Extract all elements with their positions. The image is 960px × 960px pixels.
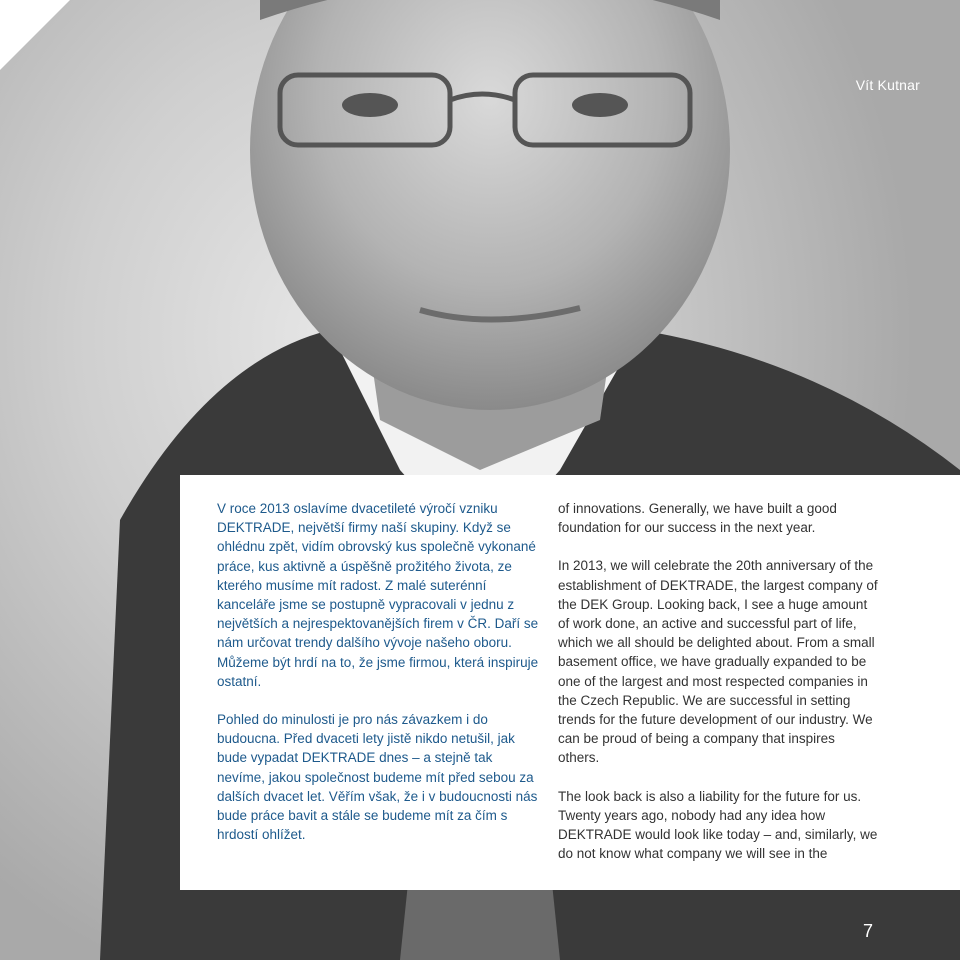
- corner-wedge: [0, 0, 70, 70]
- czech-paragraph: Pohled do minulosti je pro nás závazkem i do budoucna. Před dvaceti lety jistě nikdo netušil, jak bude vypadat DEKTRADE dnes – a stejně tak nevíme, jakou společnost budeme mít před sebou za dalších dvacet let. Věřím však, že i v budoucnosti nás bude práce bavit a stále se budeme mít za čím s hrdostí ohlížet.: [217, 712, 538, 843]
- czech-text-column: [217, 499, 542, 863]
- english-paragraph: In 2013, we will celebrate the 20th anniversary of the establishment of DEKTRADE, the largest company of the DEK Group. Looking back, I see a huge amount of work done, an active and successful part of life, which we all should be delighted about. From a small basement office, we have gradually expanded to be one of the largest and most respected companies in the Czech Republic. We are successful in setting trends for the future development of our industry. We can be proud of being a company that inspires others.: [558, 558, 878, 766]
- czech-paragraph: V roce 2013 oslavíme dvacetileté výročí vzniku DEKTRADE, největší firmy naší skupiny. Když se ohlédnu zpět, vidím obrovský kus společně vykonané práce, kus aktivně a úspěšně prožitého života, ze kterého musíme mít radost. Z malé suterénní kanceláře jsme se postupně vypracovali v jednu z největších a nejrespektovanějších firem v ČR. Daří se nám určovat trendy dalšího vývoje našeho oboru. Můžeme být hrdí na to, že jsme firmou, která inspiruje ostatní.: [217, 501, 539, 689]
- photo-caption: Vít Kutnar: [855, 77, 920, 93]
- english-text-column: [558, 499, 878, 882]
- page-number: 7: [862, 921, 873, 941]
- english-paragraph: The look back is also a liability for the future for us. Twenty years ago, nobody had any idea how DEKTRADE would look like today – and, similarly, we do not know what company we will see in the: [558, 788, 878, 862]
- english-paragraph: of innovations. Generally, we have built a good foundation for our success in the next year.: [558, 501, 837, 536]
